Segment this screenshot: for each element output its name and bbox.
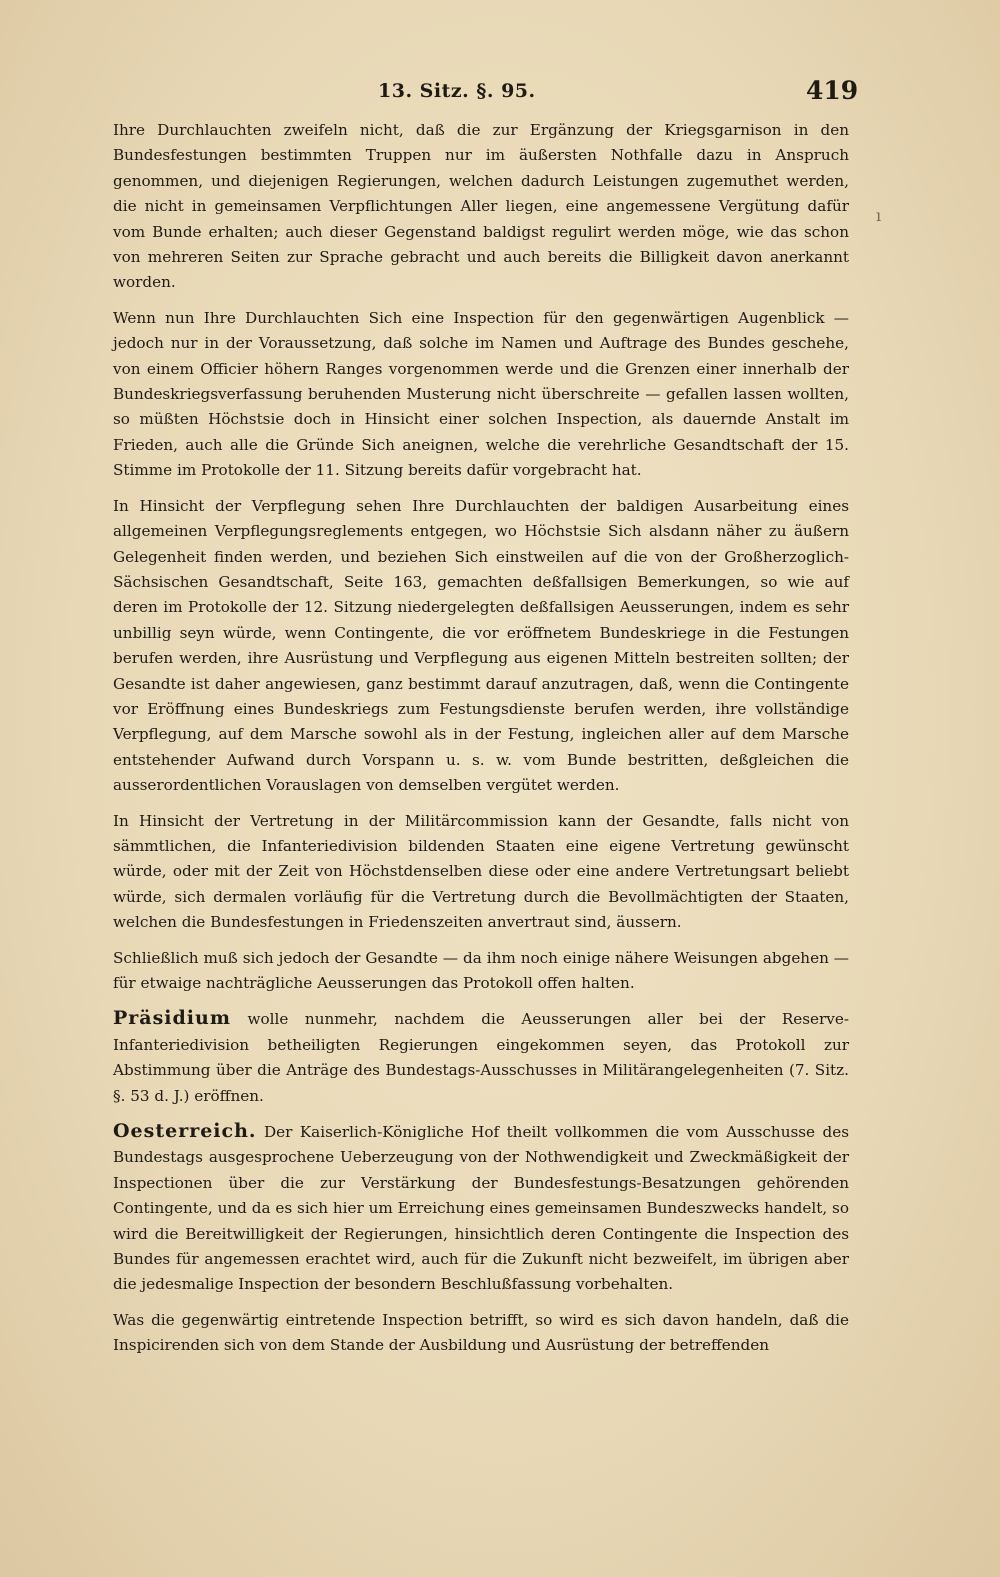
- paragraph-5: Schließlich muß sich jedoch der Gesandte — da ihm noch einige nähere Weisungen abgehen — für etwaige nachträgliche Aeusserungen das Protokoll offen halten.: [113, 948, 849, 992]
- speaker-praesidium: Präsidium: [113, 1007, 231, 1030]
- page-number: 419: [806, 76, 859, 105]
- paragraph-last: Was die gegenwärtig eintretende Inspection betrifft, so wird es sich davon handeln, daß die Inspicirenden sich von dem Stande der Ausbildung und Ausrüstung der betreffenden: [113, 1310, 849, 1355]
- running-head: 13. Sitz. §. 95.: [378, 80, 536, 102]
- oesterreich-text: Der Kaiserlich-Königliche Hof theilt vollkommen die vom Ausschusse des Bundestags ausgesprochene Ueberzeugung von der Nothwendigkeit und Zweckmäßigkeit der Inspectionen über die zur Verstärkung der Bundesfestungs-Besatzungen gehörenden Contingente, und da es sich hier um Erreichung eines gemeinsamen Bundeszwecks handelt, so wird die Bereitwilligkeit der Regierungen, hinsichtlich deren Contingente die Inspection des Bundes für angemessen erachtet wird, auch für die Zukunft nicht bezweifelt, im übrigen aber die jedesmalige Inspection der besondern Beschlußfassung vorbehalten.: [113, 1123, 849, 1294]
- paragraph-praesidium: [113, 1006, 849, 1109]
- paragraph-3: In Hinsicht der Verpflegung sehen Ihre Durchlauchten der baldigen Ausarbeitung eines allgemeinen Verpflegungsreglements entgegen, wo Höchstsie Sich alsdann näher zu äußern Gelegenheit finden werden, und beziehen Sich einstweilen auf die von der Großherzoglich-Sächsischen Gesandtschaft, Seite 163, gemachten deßfallsigen Bemerkungen, so wie auf deren im Protokolle der 12. Sitzung niedergelegten deßfallsigen Aeusserungen, indem es sehr unbillig seyn würde, wenn Contingente, die vor eröffnetem Bundeskriege in die Festungen berufen werden, ihre Ausrüstung und Verpflegung aus eigenen Mitteln bestreiten sollten; der Gesandte ist daher angewiesen, ganz bestimmt darauf anzutragen, daß, wenn die Contingente vor Eröffnung eines Bundeskriegs zum Festungsdienste berufen werden, ihre vollständige Verpflegung, auf dem Marsche sowohl als in der Festung, ingleichen aller auf dem Marsche entstehender Aufwand durch Vorspann u. s. w. vom Bunde bestritten, deßgleichen die ausserordentlichen Vorauslagen von demselben vergütet werden.: [113, 496, 849, 795]
- paragraph-4: In Hinsicht der Vertretung in der Militärcommission kann der Gesandte, falls nicht von sämmtlichen, die Infanteriedivision bildenden Staaten eine eigene Vertretung gewünscht würde, oder mit der Zeit von Höchstdenselben diese oder eine andere Vertretungsart beliebt würde, sich dermalen vorläufig für die Vertretung durch die Bevollmächtigten der Staaten, welchen die Bundesfestungen in Friedenszeiten anvertraut sind, äussern.: [113, 811, 849, 932]
- paragraph-1: Ihre Durchlauchten zweifeln nicht, daß die zur Ergänzung der Kriegsgarnison in den Bundesfestungen bestimmten Truppen nur im äußersten Nothfalle dazu in Anspruch genommen, und diejenigen Regierungen, welchen dadurch Leistungen zugemuthet werden, die nicht in gemeinsamen Verpflichtungen Aller liegen, eine angemessene Vergütung dafür vom Bunde erhalten; auch dieser Gegenstand baldigst regulirt werden möge, wie das schon von mehreren Seiten zur Sprache gebracht und auch bereits die Billigkeit davon anerkannt worden.: [113, 121, 849, 292]
- paragraph-oesterreich: [113, 1119, 849, 1298]
- margin-mark: ı: [876, 206, 882, 225]
- praesidium-text: wolle nunmehr, nachdem die Aeusserungen aller bei der Reserve-Infanteriedivision betheiligten Regierungen eingekommen seyen, das Protokoll zur Abstimmung über die Anträge des Bundestags-Ausschusses in Militärangelegenheiten (7. Sitz. §. 53 d. J.) eröffnen.: [113, 1010, 849, 1105]
- paragraph-2: Wenn nun Ihre Durchlauchten Sich eine Inspection für den gegenwärtigen Augenblick — jedoch nur in der Voraussetzung, daß solche im Namen und Auftrage des Bundes geschehe, von einem Officier höhern Ranges vorgenommen werde und die Grenzen einer innerhalb der Bundeskriegsverfassung beruhenden Musterung nicht überschreite — gefallen lassen wollten, so müßten Höchstsie doch in Hinsicht einer solchen Inspection, als dauernde Anstalt im Frieden, auch alle die Gründe Sich aneignen, welche die verehrliche Gesandtschaft der 15. Stimme im Protokolle der 11. Sitzung bereits dafür vorgebracht hat.: [113, 308, 849, 480]
- body-text: [113, 118, 849, 1369]
- speaker-oesterreich: Oesterreich.: [113, 1120, 257, 1143]
- page-header: [0, 74, 1000, 114]
